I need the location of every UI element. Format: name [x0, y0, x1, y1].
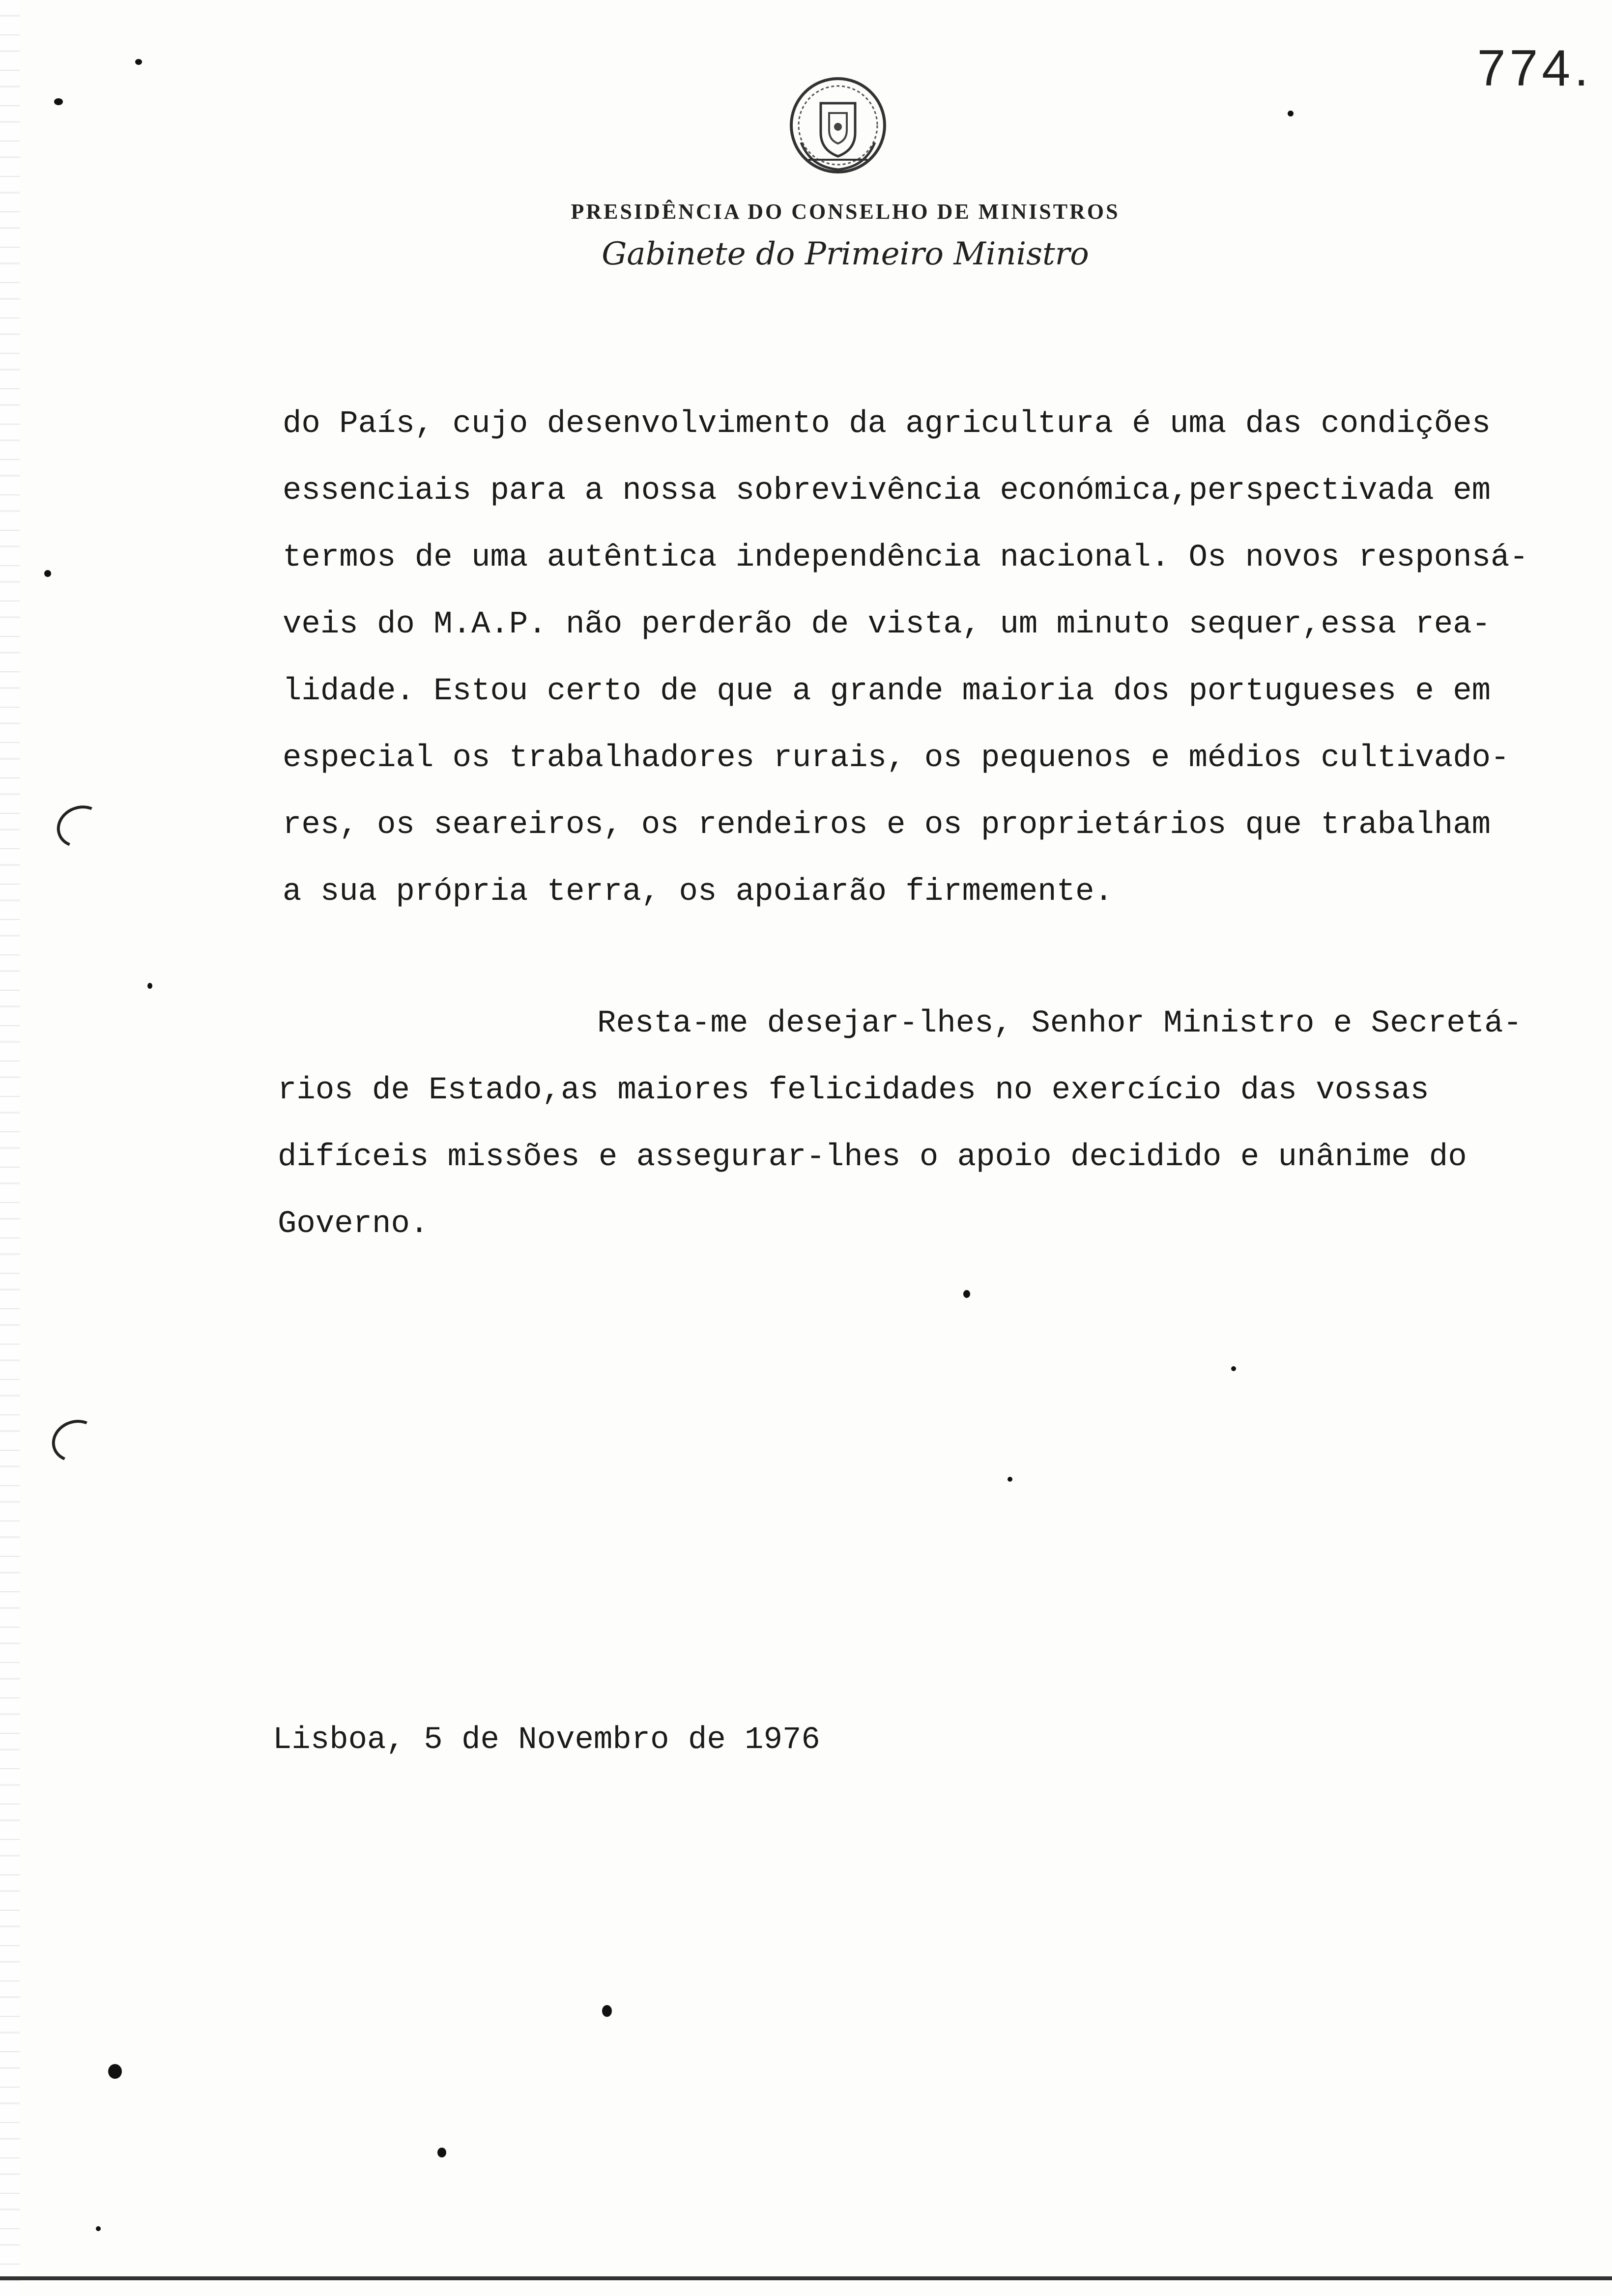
header-subtitle: Gabinete do Primeiro Ministro — [602, 236, 1089, 272]
paragraph-2-line: rios de Estado,as maiores felicidades no exercício das vossas — [278, 1073, 1429, 1108]
punch-hole-bottom — [46, 1413, 106, 1468]
paragraph-2-line: difíceis missões e assegurar-lhes o apoio decidido e unânime do — [278, 1140, 1467, 1175]
paragraph-1-line: especial os trabalhadores rurais, os pequenos e médios cultivado- — [283, 741, 1510, 776]
place-date-signoff: Lisboa, 5 de Novembro de 1976 — [273, 1722, 820, 1758]
paragraph-2-line: Resta-me desejar-lhes, Senhor Ministro e Secretá- — [597, 1006, 1522, 1041]
paragraph-1-line: do País, cujo desenvolvimento da agricultura é uma das condições — [283, 406, 1491, 442]
punch-hole-top — [51, 799, 111, 854]
paragraph-1-line: termos de uma autêntica independência nacional. Os novos responsá- — [283, 540, 1528, 575]
scan-speck — [135, 59, 142, 65]
header-title: PRESIDÊNCIA DO CONSELHO DE MINISTROS — [571, 200, 1120, 224]
coat-of-arms-seal-icon — [781, 69, 894, 182]
scan-speck — [1231, 1366, 1236, 1371]
scan-speck — [108, 2064, 122, 2079]
scan-speck — [963, 1290, 970, 1298]
paragraph-1-line: res, os seareiros, os rendeiros e os proprietários que trabalham — [283, 807, 1491, 843]
paragraph-1-line: veis do M.A.P. não perderão de vista, um minuto sequer,essa rea- — [283, 607, 1491, 642]
paragraph-2-line: Governo. — [278, 1206, 429, 1242]
binding-strip — [0, 0, 20, 2296]
scan-speck — [437, 2148, 446, 2157]
scan-speck — [1288, 111, 1294, 116]
scan-speck — [147, 983, 152, 989]
page-number: 774. — [1477, 40, 1592, 97]
paragraph-1-line: lidade. Estou certo de que a grande maioria dos portugueses e em — [283, 674, 1491, 709]
scan-speck — [602, 2005, 612, 2017]
scan-speck — [96, 2226, 101, 2231]
scan-speck — [54, 98, 63, 105]
paragraph-1 — [283, 391, 1570, 925]
paragraph-1-line: essenciais para a nossa sobrevivência económica,perspectivada em — [283, 473, 1491, 509]
paragraph-2 — [278, 990, 1575, 1258]
scan-speck — [1008, 1477, 1012, 1482]
scan-speck — [44, 570, 51, 577]
page-bottom-edge — [0, 2276, 1612, 2280]
paragraph-1-line: a sua própria terra, os apoiarão firmemente. — [283, 874, 1113, 910]
